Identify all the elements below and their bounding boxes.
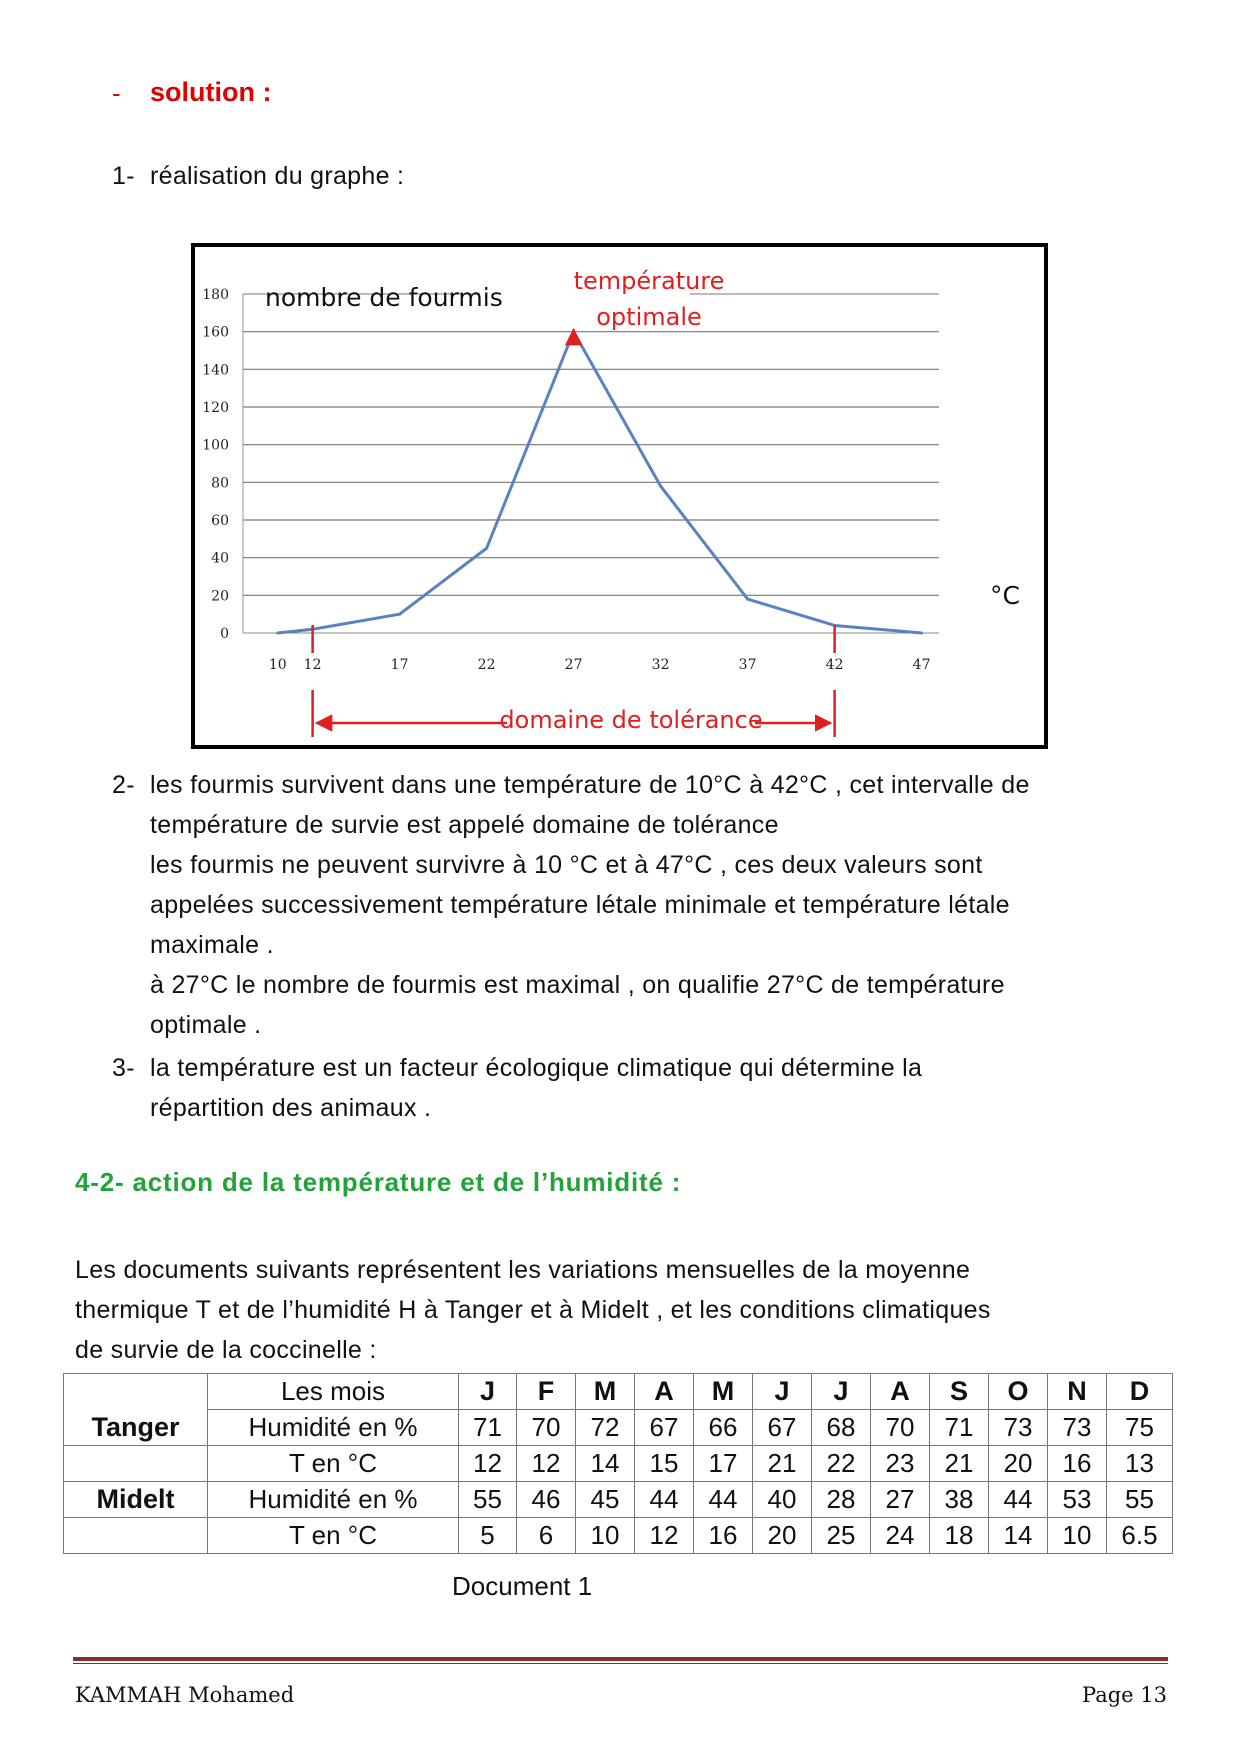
table-cell: 66	[694, 1410, 753, 1446]
y-tick-label: 100	[202, 437, 229, 454]
month-header: F	[517, 1374, 576, 1410]
table-cell: 15	[635, 1446, 694, 1482]
table-cell: 16	[1048, 1446, 1107, 1482]
row-label: Humidité en %	[208, 1410, 459, 1446]
table-cell: 70	[517, 1410, 576, 1446]
table-cell: 46	[517, 1482, 576, 1518]
footer-divider-thin	[73, 1663, 1168, 1664]
solution-title: solution :	[150, 77, 272, 107]
table-cell: 25	[812, 1518, 871, 1554]
solution-dash: -	[112, 78, 121, 108]
city-name-midelt: Midelt	[64, 1482, 208, 1518]
table-cell: 71	[459, 1410, 517, 1446]
row-label: T en °C	[208, 1446, 459, 1482]
q2-line: maximale .	[150, 931, 274, 959]
table-cell: 23	[871, 1446, 930, 1482]
table-cell: 27	[871, 1482, 930, 1518]
table-header-row	[64, 1374, 1173, 1410]
x-tick-label: 27	[564, 657, 583, 673]
q2-line: les fourmis survivent dans une température de 10°C à 42°C , cet intervalle de	[150, 771, 1030, 799]
q2-line: les fourmis ne peuvent survivre à 10 °C et à 47°C , ces deux valeurs sont	[150, 851, 983, 879]
intro-line: de survie de la coccinelle :	[75, 1336, 377, 1364]
footer-author: KAMMAH Mohamed	[75, 1683, 295, 1707]
y-tick-label: 160	[202, 324, 229, 341]
y-tick-label: 80	[211, 475, 229, 492]
intro-line: Les documents suivants représentent les variations mensuelles de la moyenne	[75, 1256, 971, 1284]
city-name-tanger: Tanger	[64, 1410, 208, 1446]
q3-line: la température est un facteur écologique climatique qui détermine la	[150, 1054, 923, 1082]
tolerance-label: domaine de tolérance	[499, 706, 763, 734]
table-row	[64, 1446, 1173, 1482]
y-tick-label: 180	[202, 287, 229, 303]
month-header: M	[694, 1374, 753, 1410]
ant-temperature-chart	[191, 243, 1048, 749]
y-tick-label: 0	[220, 626, 229, 642]
q2-number: 2-	[112, 771, 135, 799]
table-row	[64, 1482, 1173, 1518]
table-cell: 18	[930, 1518, 989, 1554]
month-header: D	[1107, 1374, 1173, 1410]
footer-page-number: Page 13	[1082, 1683, 1167, 1707]
data-point	[659, 485, 662, 488]
x-tick-label: 42	[825, 657, 844, 673]
table-cell: 38	[930, 1482, 989, 1518]
month-header: A	[635, 1374, 694, 1410]
table-cell: 10	[576, 1518, 635, 1554]
x-tick-label: 17	[390, 657, 409, 673]
y-tick-label: 20	[211, 588, 229, 605]
table-cell: 6	[517, 1518, 576, 1554]
y-tick-label: 120	[202, 400, 229, 416]
x-tick-label: 37	[738, 657, 757, 673]
table-cell: 22	[812, 1446, 871, 1482]
x-tick-label: 10	[268, 657, 287, 673]
table-cell: 16	[694, 1518, 753, 1554]
table-cell: 13	[1107, 1446, 1173, 1482]
table-cell: 14	[989, 1518, 1048, 1554]
table-cell: 14	[576, 1446, 635, 1482]
month-header: A	[871, 1374, 930, 1410]
x-tick-label: 32	[651, 657, 670, 673]
table-cell: 28	[812, 1482, 871, 1518]
table-cell: 55	[459, 1482, 517, 1518]
footer-divider	[73, 1657, 1168, 1661]
optimum-label-line2: optimale	[596, 303, 702, 331]
data-point	[398, 613, 401, 616]
table-cell: 72	[576, 1410, 635, 1446]
table-cell: 53	[1048, 1482, 1107, 1518]
row-label: Humidité en %	[208, 1482, 459, 1518]
month-header: J	[459, 1374, 517, 1410]
x-unit-label: °C	[990, 581, 1020, 610]
table-cell: 67	[753, 1410, 812, 1446]
q2-line: température de survie est appelé domaine de tolérance	[150, 811, 779, 839]
data-point	[920, 632, 923, 635]
section-heading: 4-2- action de la température et de l’humidité :	[75, 1167, 682, 1197]
table-caption: Document 1	[452, 1571, 593, 1601]
month-header: J	[812, 1374, 871, 1410]
table-cell: 20	[989, 1446, 1048, 1482]
intro-line: thermique T et de l’humidité H à Tanger et à Midelt , et les conditions climatiques	[75, 1296, 991, 1324]
table-cell: 24	[871, 1518, 930, 1554]
table-cell: 70	[871, 1410, 930, 1446]
q2-line: appelées successivement température létale minimale et température létale	[150, 891, 1010, 919]
table-cell: 45	[576, 1482, 635, 1518]
month-header: S	[930, 1374, 989, 1410]
table-cell: 12	[635, 1518, 694, 1554]
q2-line: optimale .	[150, 1011, 262, 1039]
table-cell: 20	[753, 1518, 812, 1554]
q1-number: 1-	[112, 162, 135, 190]
table-cell: 44	[694, 1482, 753, 1518]
x-tick-label: 22	[477, 657, 496, 673]
month-header: J	[753, 1374, 812, 1410]
intro-paragraph	[75, 1250, 1175, 1370]
table-corner-cell	[64, 1374, 208, 1410]
table-row	[64, 1518, 1173, 1554]
chart-svg	[195, 247, 1044, 745]
table-cell: 44	[989, 1482, 1048, 1518]
city-spacer-cell	[64, 1446, 208, 1482]
chart-title: nombre de fourmis	[265, 283, 503, 312]
month-header: N	[1048, 1374, 1107, 1410]
q3-answer	[150, 1048, 1170, 1128]
table-cell: 68	[812, 1410, 871, 1446]
table-cell: 75	[1107, 1410, 1173, 1446]
table-cell: 40	[753, 1482, 812, 1518]
table-cell: 21	[930, 1446, 989, 1482]
table-cell: 21	[753, 1446, 812, 1482]
data-point	[276, 632, 279, 635]
y-tick-label: 140	[202, 362, 229, 379]
row-label: T en °C	[208, 1518, 459, 1554]
table-cell: 55	[1107, 1482, 1173, 1518]
table-cell: 12	[459, 1446, 517, 1482]
q1-text: réalisation du graphe :	[150, 162, 405, 190]
q3-line: répartition des animaux .	[150, 1094, 432, 1122]
table-cell: 5	[459, 1518, 517, 1554]
y-tick-label: 40	[211, 550, 229, 567]
y-tick-label: 60	[211, 513, 229, 529]
table-cell: 10	[1048, 1518, 1107, 1554]
optimum-label-line1: température	[573, 267, 725, 295]
x-tick-label: 12	[303, 657, 322, 673]
table-cell: 44	[635, 1482, 694, 1518]
months-header-label: Les mois	[208, 1374, 459, 1410]
data-point	[746, 598, 749, 601]
x-tick-label: 47	[912, 657, 931, 673]
table-row	[64, 1410, 1173, 1446]
table-cell: 71	[930, 1410, 989, 1446]
q2-answer	[150, 765, 1170, 1045]
table-cell: 67	[635, 1410, 694, 1446]
table-cell: 6.5	[1107, 1518, 1173, 1554]
table-cell: 12	[517, 1446, 576, 1482]
table-cell: 73	[1048, 1410, 1107, 1446]
city-spacer-cell	[64, 1518, 208, 1554]
q3-number: 3-	[112, 1054, 135, 1082]
climate-table	[63, 1373, 1173, 1554]
month-header: M	[576, 1374, 635, 1410]
table-cell: 73	[989, 1410, 1048, 1446]
month-header: O	[989, 1374, 1048, 1410]
q2-line: à 27°C le nombre de fourmis est maximal , on qualifie 27°C de température	[150, 971, 1005, 999]
data-point	[485, 547, 488, 550]
table-cell: 17	[694, 1446, 753, 1482]
